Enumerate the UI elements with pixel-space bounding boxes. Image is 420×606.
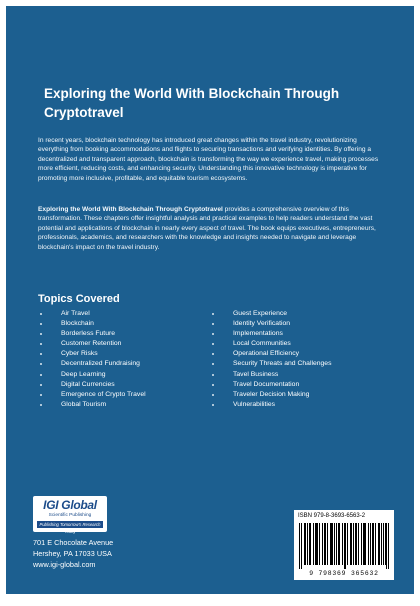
publisher-block: [33, 496, 113, 570]
topic-item: Borderless Future: [40, 329, 146, 339]
barcode-bar: [309, 523, 310, 565]
barcode-bar: [353, 523, 354, 565]
topics-list-right: [212, 309, 332, 410]
topic-item: Travel Documentation: [212, 380, 332, 390]
barcode-bar: [336, 523, 337, 565]
barcode-bar: [370, 523, 371, 565]
address-line-1: 701 E Chocolate Avenue: [33, 538, 114, 547]
topic-item: Emergence of Crypto Travel: [40, 390, 146, 400]
topic-item: Digital Currencies: [40, 380, 146, 390]
barcode-bar: [375, 523, 376, 565]
igi-global-logo: [33, 496, 107, 532]
barcode-bar: [325, 523, 326, 565]
barcode-bar: [342, 523, 343, 565]
barcode-bar: [351, 523, 352, 565]
topic-item: Identity Verification: [212, 319, 332, 329]
barcode-bar: [319, 523, 320, 565]
barcode-bar: [327, 523, 328, 565]
barcode-bar: [316, 523, 317, 565]
topic-item: Traveler Decision Making: [212, 390, 332, 400]
barcode-bar: [339, 523, 340, 565]
barcode-bar: [347, 523, 348, 565]
topic-item: Customer Retention: [40, 339, 146, 349]
barcode-bar: [315, 523, 316, 565]
barcode-bar: [301, 523, 302, 569]
barcode-bar: [313, 523, 314, 565]
topic-item: Implementations: [212, 329, 332, 339]
logo-subtitle: Scientific Publishing: [48, 513, 92, 518]
topic-item: Cyber Risks: [40, 349, 146, 359]
barcode-bar: [345, 523, 346, 569]
barcode-digits: 9 798369 365632: [309, 570, 379, 577]
isbn-barcode: [294, 510, 394, 580]
barcode-bar: [331, 523, 332, 565]
barcode-bar: [385, 523, 386, 565]
topic-item: Blockchain: [40, 319, 146, 329]
topic-item: Global Tourism: [40, 400, 146, 410]
barcode-bar: [372, 523, 373, 565]
barcode-bar: [358, 523, 359, 565]
topics-list-left: [40, 309, 146, 410]
topic-item: Guest Experience: [212, 309, 332, 319]
barcode-bar: [324, 523, 325, 565]
barcode-bar: [299, 523, 300, 569]
barcode-bar: [310, 523, 311, 565]
topic-item: Air Travel: [40, 309, 146, 319]
barcode-bar: [355, 523, 356, 565]
topic-item: Security Threats and Challenges: [212, 359, 332, 369]
barcode-bar: [338, 523, 339, 565]
description-paragraph-2-text: provides a comprehensive overview of this transformation. These chapters offer insightful analysis and practical examples to help readers understand the vast potential and applications of blockchain in nearly every aspect of travel. The book equips executives, entrepreneurs, professionals, academics, and researchers with the knowledge and insights needed to navigate and leverage blockchain's impact on the travel industry.: [38, 206, 376, 251]
logo-wordmark: IGI Global: [43, 498, 97, 512]
description-paragraph-2: [38, 205, 388, 252]
barcode-bar: [356, 523, 357, 565]
barcode-bar: [364, 523, 365, 565]
topic-item: Vulnerabilities: [212, 400, 332, 410]
barcode-bar: [379, 523, 380, 565]
barcode-bar: [386, 523, 387, 569]
barcode-bar: [363, 523, 364, 565]
barcode-bar: [322, 523, 323, 565]
barcode-bar: [307, 523, 308, 565]
barcode-bar: [365, 523, 366, 565]
topic-item: Tavel Business: [212, 370, 332, 380]
barcode-bar: [381, 523, 382, 565]
address-line-2: Hershey, PA 17033 USA: [33, 549, 112, 558]
topics-heading: Topics Covered: [38, 293, 120, 305]
barcode-bar: [373, 523, 374, 565]
back-cover: [6, 6, 414, 594]
barcode-bar: [334, 523, 335, 565]
barcode-bar: [350, 523, 351, 565]
barcode-bar: [378, 523, 379, 565]
barcode-bar: [305, 523, 306, 565]
barcode-bars: [299, 523, 389, 569]
topic-item: Decentralized Fundraising: [40, 359, 146, 369]
topic-item: Operational Efficiency: [212, 349, 332, 359]
barcode-bar: [304, 523, 305, 565]
barcode-bar: [388, 523, 389, 569]
barcode-bar: [368, 523, 369, 565]
barcode-bar: [383, 523, 384, 565]
barcode-bar: [317, 523, 318, 565]
description-book-title: Exploring the World With Blockchain Through Cryptotravel: [38, 206, 223, 213]
publisher-address: [33, 537, 113, 570]
barcode-bar: [330, 523, 331, 565]
barcode-bar: [361, 523, 362, 565]
description-paragraph-1: In recent years, blockchain technology has introduced great changes within the travel industry, revolutionizing everything from booking accommodations and flights to securing transactions and verifying identities. By offering a decentralized and transparent approach, blockchain is transforming the way we experience travel, making processes more efficient, reducing costs, and enhancing security. Understanding this innovative technology is imperative for promoting more inclusive, profitable, and equitable tourism ecosystems.: [38, 137, 379, 182]
book-title: Exploring the World With Blockchain Through Cryptotravel: [44, 86, 340, 120]
publisher-website: www.igi-global.com: [33, 560, 96, 569]
topic-item: Deep Learning: [40, 370, 146, 380]
barcode-bar: [332, 523, 333, 565]
isbn-label: ISBN 979-8-3693-6563-2: [298, 513, 366, 519]
logo-tagline: Publishing Tomorrow's Research Today: [37, 521, 103, 528]
topic-item: Local Communities: [212, 339, 332, 349]
barcode-bar: [344, 523, 345, 569]
